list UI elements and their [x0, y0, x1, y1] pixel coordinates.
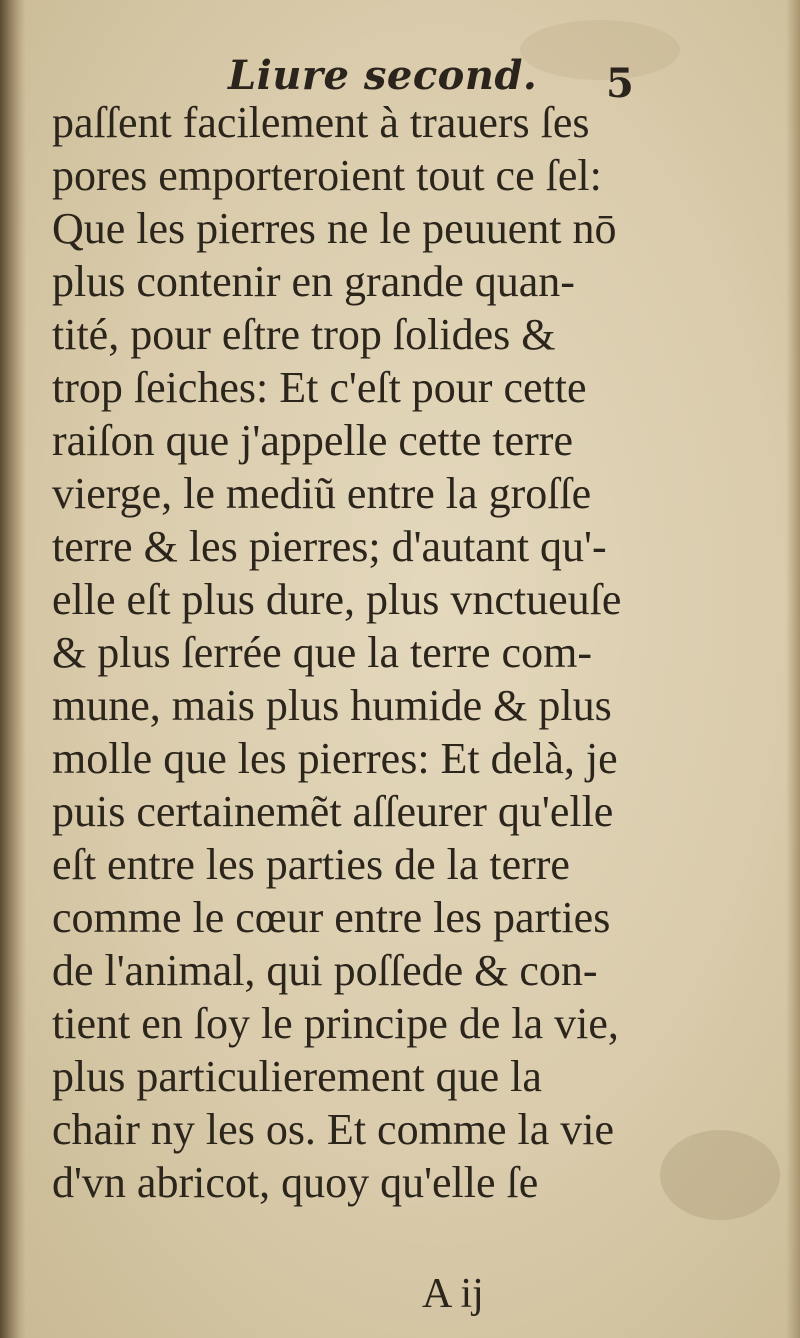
text-line: terre & les pierres; d'autant qu'-	[52, 522, 607, 571]
text-line: molle que les pierres: Et delà, je	[52, 734, 618, 783]
text-line: tité, pour eſtre trop ſolides &	[52, 310, 556, 359]
page-edge	[786, 0, 800, 1338]
text-line: plus contenir en grande quan-	[52, 257, 575, 306]
text-line: de l'animal, qui poſſede & con-	[52, 946, 598, 995]
running-head: Liure second.	[228, 52, 538, 99]
binding-gutter	[0, 0, 26, 1338]
text-line: plus particulierement que la	[52, 1052, 542, 1101]
signature-mark: A ij	[422, 1271, 484, 1317]
text-line: elle eſt plus dure, plus vnctueuſe	[52, 575, 622, 624]
text-line: tient en ſoy le principe de la vie,	[52, 999, 619, 1048]
text-line: vierge, le mediũ entre la groſſe	[52, 469, 592, 518]
text-line: d'vn abricot, quoy qu'elle ſe	[52, 1158, 539, 1207]
text-line: mune, mais plus humide & plus	[52, 681, 612, 730]
paper-stain	[520, 20, 680, 80]
text-line: Que les pierres ne le peuuent nō	[52, 204, 617, 253]
text-line: pores emporteroient tout ce ſel:	[52, 151, 602, 200]
body-text	[52, 96, 632, 1209]
text-line: trop ſeiches: Et c'eſt pour cette	[52, 363, 587, 412]
text-line: chair ny les os. Et comme la vie	[52, 1105, 615, 1154]
text-line: paſſent facilement à trauers ſes	[52, 98, 590, 147]
text-line: & plus ſerrée que la terre com-	[52, 628, 592, 677]
paper-stain	[660, 1130, 780, 1220]
page-number: 5	[606, 60, 634, 107]
text-line: comme le cœur entre les parties	[52, 893, 611, 942]
text-line: puis certainemẽt aſſeurer qu'elle	[52, 787, 614, 836]
text-line: raiſon que j'appelle cette terre	[52, 416, 573, 465]
text-line: eſt entre les parties de la terre	[52, 840, 570, 889]
